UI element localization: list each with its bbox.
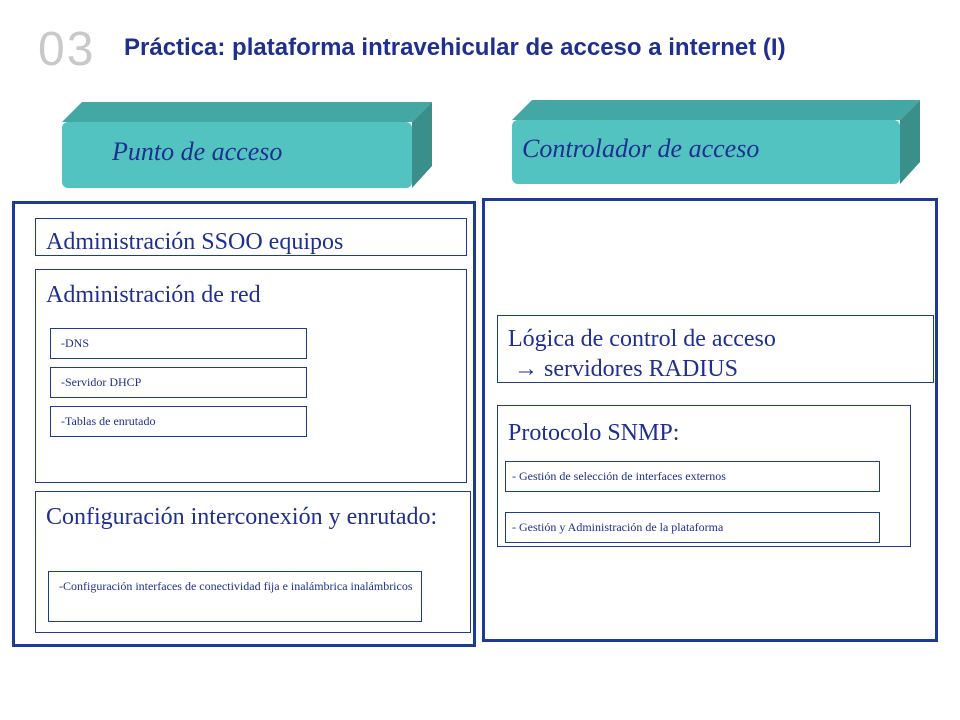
snmp-box (497, 405, 911, 547)
snmp-title: Protocolo SNMP: (508, 420, 680, 446)
config-box (35, 491, 471, 633)
config-title: Configuración interconexión y enrutado: (46, 504, 438, 530)
logic-text (508, 324, 776, 384)
snmp-item-platform: - Gestión y Administración de la plataforma (505, 512, 880, 543)
slide-title: Práctica: plataforma intravehicular de acceso a internet (I) (124, 34, 786, 61)
config-item: -Configuración interfaces de conectividad fija e inalámbrica inalámbricos (48, 571, 422, 622)
slide-number: 03 (38, 23, 96, 76)
logic-line1: Lógica de control de acceso (508, 326, 776, 352)
snmp-item-interfaces: - Gestión de selección de interfaces externos (505, 461, 880, 492)
admin-ssoo-label: Administración SSOO equipos (46, 229, 344, 255)
admin-red-title: Administración de red (46, 282, 261, 308)
tab-label: Punto de acceso (112, 137, 283, 166)
tab-label: Controlador de acceso (522, 134, 760, 163)
logic-box (497, 315, 934, 383)
list-item-dhcp: -Servidor DHCP (50, 367, 307, 398)
arrow-right-icon: → (514, 356, 538, 382)
list-item-routing-tables: -Tablas de enrutado (50, 406, 307, 437)
logic-line2: servidores RADIUS (538, 356, 738, 382)
admin-ssoo-box (35, 218, 467, 256)
list-item-dns: -DNS (50, 328, 307, 359)
tab-controlador-de-acceso (512, 100, 920, 188)
tab-punto-de-acceso (62, 102, 434, 192)
admin-red-box (35, 269, 467, 483)
